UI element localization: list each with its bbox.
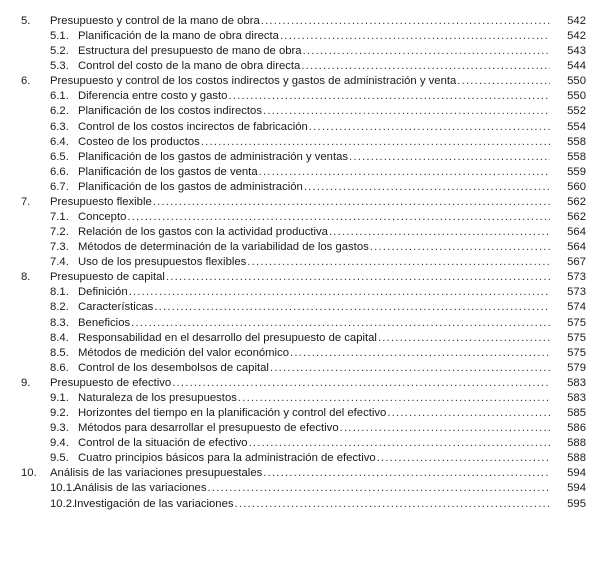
- toc-entry-text: [78, 210, 550, 225]
- toc-page-number: 575: [567, 346, 586, 359]
- toc-page-number: 560: [567, 180, 586, 193]
- toc-entry-title: Beneficios: [78, 316, 131, 329]
- dot-leader: [304, 180, 550, 195]
- toc-entry-text: [50, 466, 550, 481]
- dot-leader: [377, 451, 550, 466]
- toc-page-number: 564: [567, 241, 586, 254]
- toc-entry-title: Estructura del presupuesto de mano de obra: [78, 45, 302, 58]
- toc-section-entry: [0, 44, 600, 59]
- toc-section-entry: [0, 240, 600, 255]
- toc-entry-text: [78, 120, 550, 135]
- toc-page-number: 552: [567, 105, 586, 118]
- dot-leader: [378, 331, 550, 346]
- toc-section-entry: [0, 300, 600, 315]
- toc-entry-number: 8.2.: [50, 301, 69, 314]
- dot-leader: [259, 165, 550, 180]
- toc-entry-text: [78, 44, 550, 59]
- dot-leader: [303, 44, 550, 59]
- toc-chapter-entry: [0, 376, 600, 391]
- toc-page-number: 544: [567, 60, 586, 73]
- toc-entry-text: [78, 421, 550, 436]
- dot-leader: [290, 346, 550, 361]
- toc-section-entry: [0, 421, 600, 436]
- dot-leader: [309, 120, 550, 135]
- toc-section-entry: [0, 406, 600, 421]
- toc-entry-text: [78, 225, 550, 240]
- toc-entry-title: Métodos para desarrollar el presupuesto de efectivo: [78, 422, 339, 435]
- toc-page-number: 573: [567, 286, 586, 299]
- toc-entry-text: [78, 255, 550, 270]
- toc-entry-title: Control de los desembolsos de capital: [78, 361, 269, 374]
- toc-entry-title: Análisis de las variaciones: [74, 482, 207, 495]
- toc-section-entry: [0, 165, 600, 180]
- dot-leader: [238, 391, 550, 406]
- dot-leader: [263, 104, 550, 119]
- toc-entry-title: Responsabilidad en el desarrollo del presupuesto de capital: [78, 331, 377, 344]
- toc-entry-number: 9.1.: [50, 391, 69, 404]
- toc-entry-number: 7.: [21, 195, 31, 208]
- toc-section-entry: [0, 135, 600, 150]
- dot-leader: [249, 436, 550, 451]
- toc-entry-text: [78, 406, 550, 421]
- toc-page-number: 585: [567, 407, 586, 420]
- toc-page-number: 575: [567, 316, 586, 329]
- toc-page-number: 554: [567, 120, 586, 133]
- toc-entry-title: Presupuesto y control de la mano de obra: [50, 15, 260, 27]
- dot-leader: [235, 497, 550, 512]
- toc-page-number: 574: [567, 301, 586, 314]
- toc-section-entry: [0, 255, 600, 270]
- toc-entry-text: [74, 497, 550, 512]
- toc-entry-number: 8.5.: [50, 346, 69, 359]
- toc-page-number: 564: [567, 226, 586, 239]
- toc-entry-title: Horizontes del tiempo en la planificación y control del efectivo: [78, 407, 387, 420]
- toc-entry-title: Relación de los gastos con la actividad productiva: [78, 226, 328, 239]
- toc-entry-text: [78, 135, 550, 150]
- toc-section-entry: [0, 180, 600, 195]
- toc-page-number: 542: [567, 30, 586, 43]
- toc-entry-number: 8.6.: [50, 361, 69, 374]
- toc-entry-number: 7.3.: [50, 241, 69, 254]
- dot-leader: [263, 466, 550, 481]
- toc-entry-number: 9.5.: [50, 452, 69, 465]
- toc-entry-title: Presupuesto y control de los costos indirectos y gastos de administración y venta: [50, 75, 457, 88]
- toc-entry-number: 10.2.: [50, 497, 76, 510]
- toc-page-number: 562: [567, 211, 586, 224]
- dot-leader: [228, 89, 550, 104]
- dot-leader: [261, 14, 550, 29]
- toc-entry-title: Métodos de medición del valor económico: [78, 346, 289, 359]
- toc-page-number: 588: [567, 452, 586, 465]
- toc-page-number: 575: [567, 331, 586, 344]
- toc-section-entry: [0, 150, 600, 165]
- toc-entry-text: [50, 376, 550, 391]
- toc-entry-number: 5.3.: [50, 60, 69, 73]
- toc-entry-title: Planificación de los gastos de administración: [78, 180, 303, 193]
- toc-page-number: 562: [567, 195, 586, 208]
- toc-section-entry: [0, 29, 600, 44]
- toc-page-number: 595: [567, 497, 586, 510]
- toc-page-number: 588: [567, 437, 586, 450]
- toc-entry-text: [78, 150, 550, 165]
- toc-section-entry: [0, 331, 600, 346]
- toc-entry-title: Diferencia entre costo y gasto: [78, 90, 228, 103]
- toc-page-number: 583: [567, 376, 586, 389]
- toc-page-number: 550: [567, 75, 586, 88]
- toc-page-number: 543: [567, 45, 586, 58]
- toc-entry-text: [50, 195, 550, 210]
- toc-page-number: 559: [567, 165, 586, 178]
- toc-section-entry: [0, 481, 600, 496]
- dot-leader: [131, 316, 550, 331]
- toc-entry-number: 7.1.: [50, 211, 69, 224]
- toc-entry-text: [78, 331, 550, 346]
- toc-entry-text: [78, 29, 550, 44]
- toc-section-entry: [0, 346, 600, 361]
- toc-entry-text: [78, 391, 550, 406]
- toc-entry-number: 7.4.: [50, 256, 69, 269]
- toc-chapter-entry: [0, 74, 600, 89]
- toc-entry-number: 6.5.: [50, 150, 69, 163]
- toc-chapter-entry: [0, 14, 600, 29]
- toc-entry-text: [78, 436, 550, 451]
- toc-entry-number: 9.: [21, 376, 31, 389]
- toc-entry-number: 9.2.: [50, 407, 69, 420]
- toc-section-entry: [0, 285, 600, 300]
- dot-leader: [301, 59, 550, 74]
- toc-entry-title: Planificación de los gastos de administración y ventas: [78, 150, 349, 163]
- toc-section-entry: [0, 104, 600, 119]
- toc-entry-number: 8.3.: [50, 316, 69, 329]
- toc-entry-title: Control de los costos incirectos de fabricación: [78, 120, 308, 133]
- dot-leader: [201, 135, 550, 150]
- table-of-contents: [0, 14, 600, 512]
- toc-entry-title: Presupuesto de efectivo: [50, 376, 172, 389]
- toc-entry-number: 9.3.: [50, 422, 69, 435]
- toc-section-entry: [0, 361, 600, 376]
- toc-entry-title: Planificación de la mano de obra directa: [78, 30, 279, 43]
- dot-leader: [349, 150, 550, 165]
- toc-page-number: 558: [567, 150, 586, 163]
- toc-entry-title: Presupuesto flexible: [50, 195, 152, 208]
- toc-entry-text: [78, 104, 550, 119]
- toc-section-entry: [0, 451, 600, 466]
- toc-entry-text: [78, 285, 550, 300]
- dot-leader: [387, 406, 550, 421]
- toc-entry-title: Naturaleza de los presupuestos: [78, 391, 237, 404]
- toc-entry-number: 6.1.: [50, 90, 69, 103]
- toc-page-number: 558: [567, 135, 586, 148]
- toc-page-number: 550: [567, 90, 586, 103]
- dot-leader: [129, 285, 550, 300]
- toc-entry-title: Características: [78, 301, 154, 314]
- toc-entry-number: 8.: [21, 271, 31, 284]
- toc-entry-number: 6.3.: [50, 120, 69, 133]
- toc-entry-number: 10.1.: [50, 482, 76, 495]
- toc-entry-number: 6.6.: [50, 165, 69, 178]
- toc-entry-number: 8.4.: [50, 331, 69, 344]
- toc-entry-text: [78, 165, 550, 180]
- dot-leader: [208, 481, 551, 496]
- toc-entry-text: [78, 451, 550, 466]
- dot-leader: [270, 361, 550, 376]
- toc-entry-number: 5.2.: [50, 45, 69, 58]
- toc-entry-text: [78, 240, 550, 255]
- toc-page-number: 583: [567, 391, 586, 404]
- toc-entry-title: Investigación de las variaciones: [74, 497, 234, 510]
- toc-entry-title: Control de la situación de efectivo: [78, 437, 248, 450]
- toc-entry-title: Métodos de determinación de la variabilidad de los gastos: [78, 241, 369, 254]
- dot-leader: [280, 29, 550, 44]
- toc-section-entry: [0, 225, 600, 240]
- toc-section-entry: [0, 120, 600, 135]
- toc-entry-number: 5.: [21, 15, 31, 27]
- dot-leader: [370, 240, 550, 255]
- toc-section-entry: [0, 497, 600, 512]
- toc-entry-number: 6.7.: [50, 180, 69, 193]
- toc-entry-text: [78, 361, 550, 376]
- toc-section-entry: [0, 316, 600, 331]
- toc-entry-number: 6.4.: [50, 135, 69, 148]
- toc-entry-text: [78, 180, 550, 195]
- toc-entry-text: [74, 481, 550, 496]
- toc-entry-title: Presupuesto de capital: [50, 271, 165, 284]
- toc-page-number: 586: [567, 422, 586, 435]
- toc-section-entry: [0, 436, 600, 451]
- toc-entry-text: [78, 316, 550, 331]
- toc-entry-text: [50, 74, 550, 89]
- toc-section-entry: [0, 59, 600, 74]
- dot-leader: [154, 300, 550, 315]
- dot-leader: [127, 210, 550, 225]
- dot-leader: [247, 255, 550, 270]
- toc-page-number: 594: [567, 482, 586, 495]
- toc-entry-number: 6.: [21, 75, 31, 88]
- toc-page-number: 567: [567, 256, 586, 269]
- toc-entry-title: Planificación de los gastos de venta: [78, 165, 258, 178]
- toc-entry-text: [50, 14, 550, 29]
- toc-entry-number: 8.1.: [50, 286, 69, 299]
- toc-entry-title: Definición: [78, 286, 128, 299]
- toc-entry-number: 5.1.: [50, 30, 69, 43]
- dot-leader: [340, 421, 550, 436]
- toc-entry-text: [78, 59, 550, 74]
- dot-leader: [172, 376, 550, 391]
- toc-entry-number: 9.4.: [50, 437, 69, 450]
- dot-leader: [166, 270, 550, 285]
- dot-leader: [457, 74, 550, 89]
- toc-section-entry: [0, 210, 600, 225]
- toc-chapter-entry: [0, 195, 600, 210]
- dot-leader: [329, 225, 550, 240]
- toc-entry-title: Análisis de las variaciones presupuestales: [50, 467, 263, 480]
- toc-entry-text: [78, 89, 550, 104]
- toc-entry-number: 10.: [21, 467, 37, 480]
- toc-entry-text: [50, 270, 550, 285]
- toc-entry-title: Uso de los presupuestos flexibles: [78, 256, 247, 269]
- toc-chapter-entry: [0, 466, 600, 481]
- toc-section-entry: [0, 89, 600, 104]
- toc-page-number: 542: [567, 15, 586, 27]
- toc-entry-title: Concepto: [78, 211, 127, 224]
- toc-entry-number: 7.2.: [50, 226, 69, 239]
- toc-entry-title: Costeo de los productos: [78, 135, 200, 148]
- toc-entry-text: [78, 346, 550, 361]
- toc-entry-title: Control del costo de la mano de obra directa: [78, 60, 301, 73]
- toc-entry-text: [78, 300, 550, 315]
- toc-entry-number: 6.2.: [50, 105, 69, 118]
- toc-chapter-entry: [0, 270, 600, 285]
- toc-section-entry: [0, 391, 600, 406]
- toc-page-number: 573: [567, 271, 586, 284]
- toc-page-number: 594: [567, 467, 586, 480]
- dot-leader: [153, 195, 550, 210]
- toc-page-number: 579: [567, 361, 586, 374]
- toc-entry-title: Planificación de los costos indirectos: [78, 105, 262, 118]
- toc-entry-title: Cuatro principios básicos para la administración de efectivo: [78, 452, 376, 465]
